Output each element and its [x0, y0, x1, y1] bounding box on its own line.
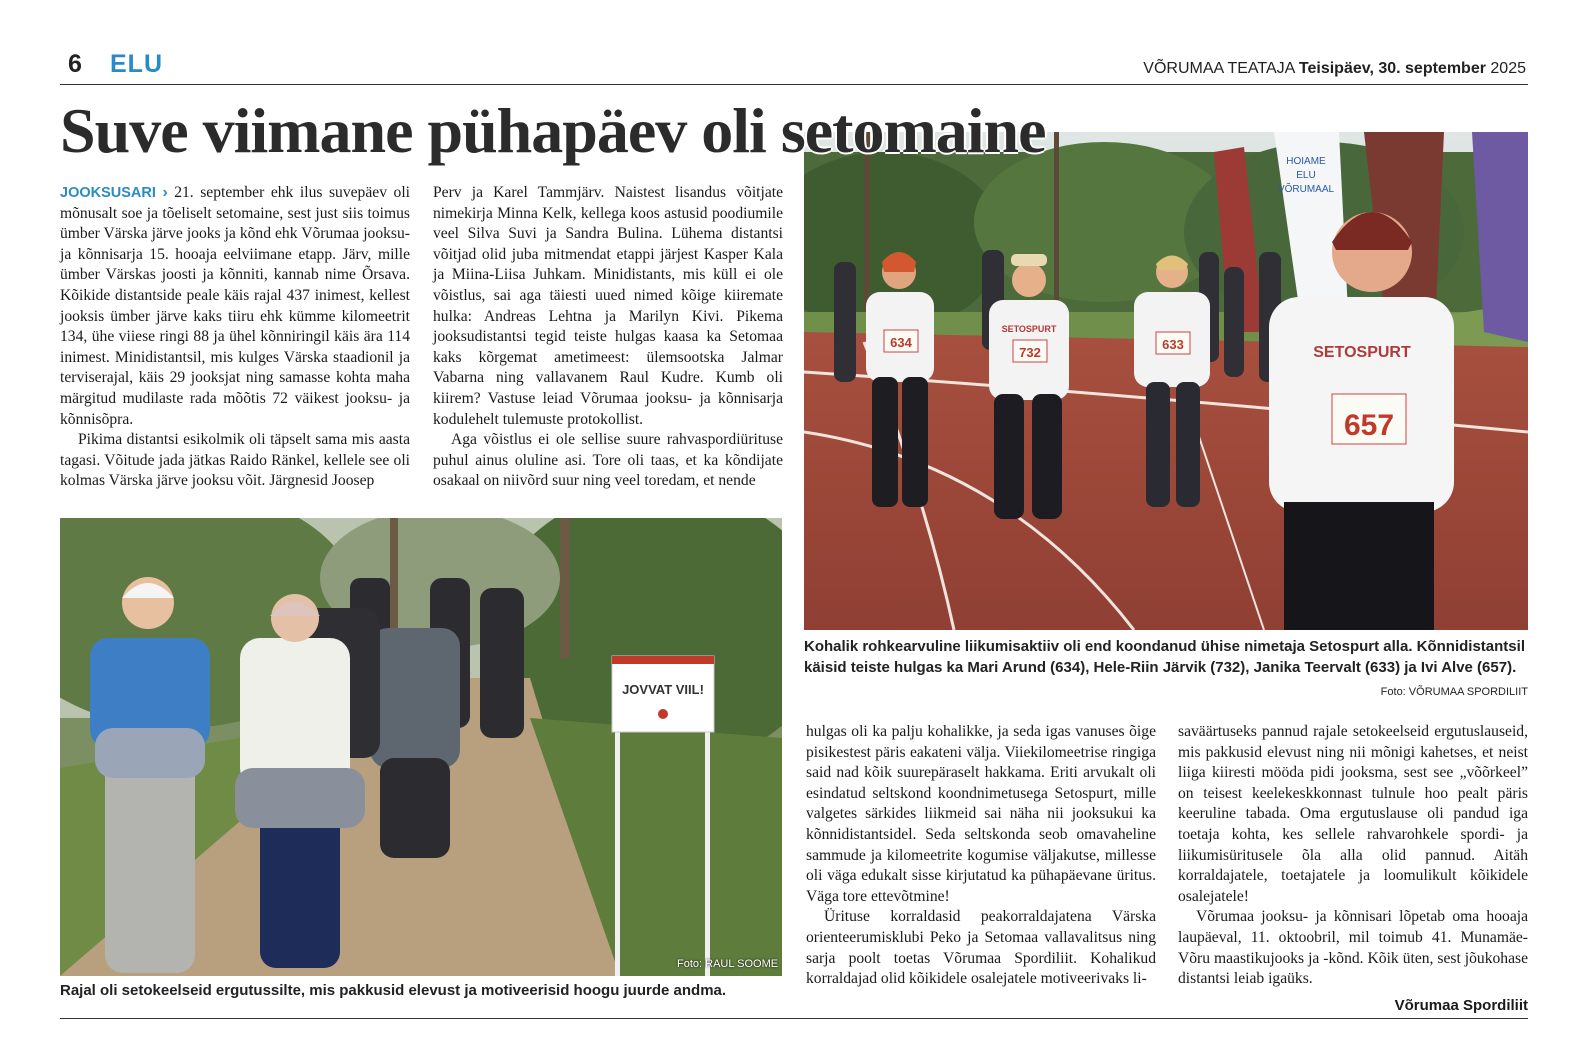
bib-633: 633: [1162, 337, 1184, 352]
paragraph-text: 21. september ehk ilus suvepäev oli mõnusalt soe ja tõeliselt setomaine, sest just siis toimus ümber Värska järve jooks ja kõnd ehk Võrumaa jooksu- ja kõnnisarja 15. hooaja eelviimane etapp. Järv, mille ümber Värskas joosti ja kõnniti, kannab nime Õrsava. Kõikide distantside peale käis rajal 437 inimest, kellest jooksis ümber järve kaks tiiru ehk kümme kilomeetrit 134, ühe viiese ringi 88 ja ühel kõnniringil käis ära 114 inimest. Minidistantsil, mis kulges Värska staadionil ja terviserajal, käis 29 jooksjat ning samasse kohta maha märgitud mudilaste rada mõõtis 72 väikest jooksu- ja kõnnisõpra.: [60, 184, 410, 428]
article-paragraph: Võrumaa jooksu- ja kõnnisari lõpetab oma hooaja laupäeval, 11. oktoobril, mil toimub 41. Munamäe-Võru maastikujooks ja -kõnd. Kõik üten, sest jõukohase distantsi leiab igaüks.: [1178, 908, 1528, 988]
photo-credit: Foto: VÕRUMAA SPORDILIIT: [1380, 686, 1528, 698]
banner-text-2: ELU: [1296, 170, 1316, 181]
article-author: Võrumaa Spordiliit: [1394, 996, 1528, 1014]
banner-text-3: VÕRUMAAL: [1277, 184, 1335, 195]
article-paragraph: Aga võistlus ei ole sellise suure rahvaspordiürituse puhul ainus oluline asi. Tore oli taas, et ka kõndijate osakaal on niivõrd suur ning veel toredam, et nende: [433, 431, 783, 490]
footer-rule: [60, 1018, 1528, 1019]
photo-forest-path: [60, 518, 782, 976]
caption-forest-photo: Rajal oli setokeelseid ergutussilte, mis pakkusid elevust ja motiveerisid hoogu juurde andma.: [60, 982, 727, 999]
article-column-1: [60, 183, 410, 492]
article-column-3: [806, 722, 1156, 990]
issue-date: Teisipäev, 30. september: [1298, 60, 1486, 77]
caption-text: Kohalik rohkearvuline liikumisaktiiv oli end koondanud ühise nimetaja Setospurt alla. Kõnnidistantsil käisid teiste hulgas ka Mari Arund (634), Hele-Riin Järvik (732), Janika Teervalt (633) ja Ivi Alve (657).: [804, 638, 1525, 676]
bib-657: 657: [1343, 409, 1395, 442]
photo-track-walkers: [804, 132, 1528, 630]
article-paragraph: Pikima distantsi esikolmik oli täpselt sama mis aasta tagasi. Võitude jada jätkas Raido Ränkel, kellele see oli kolmas Värska järve jooksu võit. Järgnesid Joosep: [60, 431, 410, 490]
article-paragraph: saväärtuseks pannud rajale setokeelseid ergutuslauseid, mis pakkusid elevust ning nii mõnigi kahetses, et neist liiga kiiresti mööda pidi jooksma, sest see „võõrkeel” on teisest keelekeskkonnast tulnule hoo pealt päris keeruline tabada. Oma ergutuslause oli pandud iga toetaja kohta, kes sellele rahvarohkele spordi- ja liikumisüritusele õla alla olid pannud. Aitäh korraldajatele, toetajatele ja loomulikult kõikidele osalejatele!: [1178, 723, 1528, 905]
bib-732: 732: [1019, 345, 1041, 360]
article-paragraph: Ürituse korraldasid peakorraldajatena Värska orienteerumisklubi Peko ja Setomaa vallavalitsus ning sarja poolt toetas Võrumaa Spordiliit. Kohalikud korraldajad olid kõikidele osalejatele motiveerivaks li-: [806, 908, 1156, 988]
article-kicker: JOOKSUSARI: [60, 185, 156, 201]
article-paragraph: hulgas oli ka palju kohalikke, ja seda igas vanuses õige pisikestest päris eakateni välja. Viiekilomeetrise ringiga said nad kõik suurepäraselt hakkama. Eriti arvukalt oli esindatud seltskond koondnimetusega Setospurt, mille valgetes särkides liikmeid sai näha nii jooksukui ka kõnnidistantsidel. Seda seltskonda seob omavaheline sammude ja kilomeetrite kogumise väljakutse, millesse oli väga edukalt sisse kirjutatud ka pühapäevane üritus. Väga tore ettevõtmine!: [806, 723, 1156, 905]
article-headline: Suve viimane pühapäev oli setomaine: [60, 95, 1046, 166]
photo-forest-scene: [60, 518, 782, 976]
article-column-4: [1178, 722, 1528, 1016]
header-rule: [60, 84, 1528, 85]
caption-track-photo: [804, 636, 1528, 703]
sign-text: JOVVAT VIIL!: [622, 682, 704, 697]
photo-credit: Foto: RAUL SOOME: [677, 958, 779, 970]
bib-634: 634: [890, 335, 912, 350]
photo-track-scene: [804, 132, 1528, 630]
page-number: 6: [68, 50, 82, 78]
publication-name: VÕRUMAA TEATAJA: [1143, 60, 1295, 77]
shirt-text-large: SETOSPURT: [1313, 344, 1411, 361]
chevron-right-icon: ›: [162, 184, 168, 201]
masthead: [1143, 60, 1526, 78]
shirt-text: SETOSPURT: [1001, 324, 1057, 334]
article-paragraph: [60, 183, 410, 430]
section-label: ELU: [110, 50, 163, 78]
article-paragraph: Perv ja Karel Tammjärv. Naistest lisandus võitjate nimekirja Minna Kelk, kellega koos astusid poodiumile veel Silva Suvi ja Sandra Bulina. Lühema distantsi võitjad olid juba mitmendat etappi järjest Kasper Kala ja Miina-Liisa Juhkam. Minidistants, mis küll ei ole võistlus, sai aga täiesti uued nimed kõige kiiremate hulka: Andreas Lehtna ja Marilyn Kivi. Pikema jooksudistantsi tegid teiste hulgas kaasa ka Setomaa kaks kõrgemat ametimeest: ülemsootska Jalmar Vabarna ning vallavanem Raul Kudre. Kumb oli kiirem? Vastuse leiad Võrumaa jooksu- ja kõnnisarja kodulehelt tulemuste protokollist.: [433, 184, 783, 428]
article-column-2: [433, 183, 783, 492]
banner-text: HOIAME: [1286, 156, 1326, 167]
issue-year: 2025: [1490, 60, 1526, 77]
